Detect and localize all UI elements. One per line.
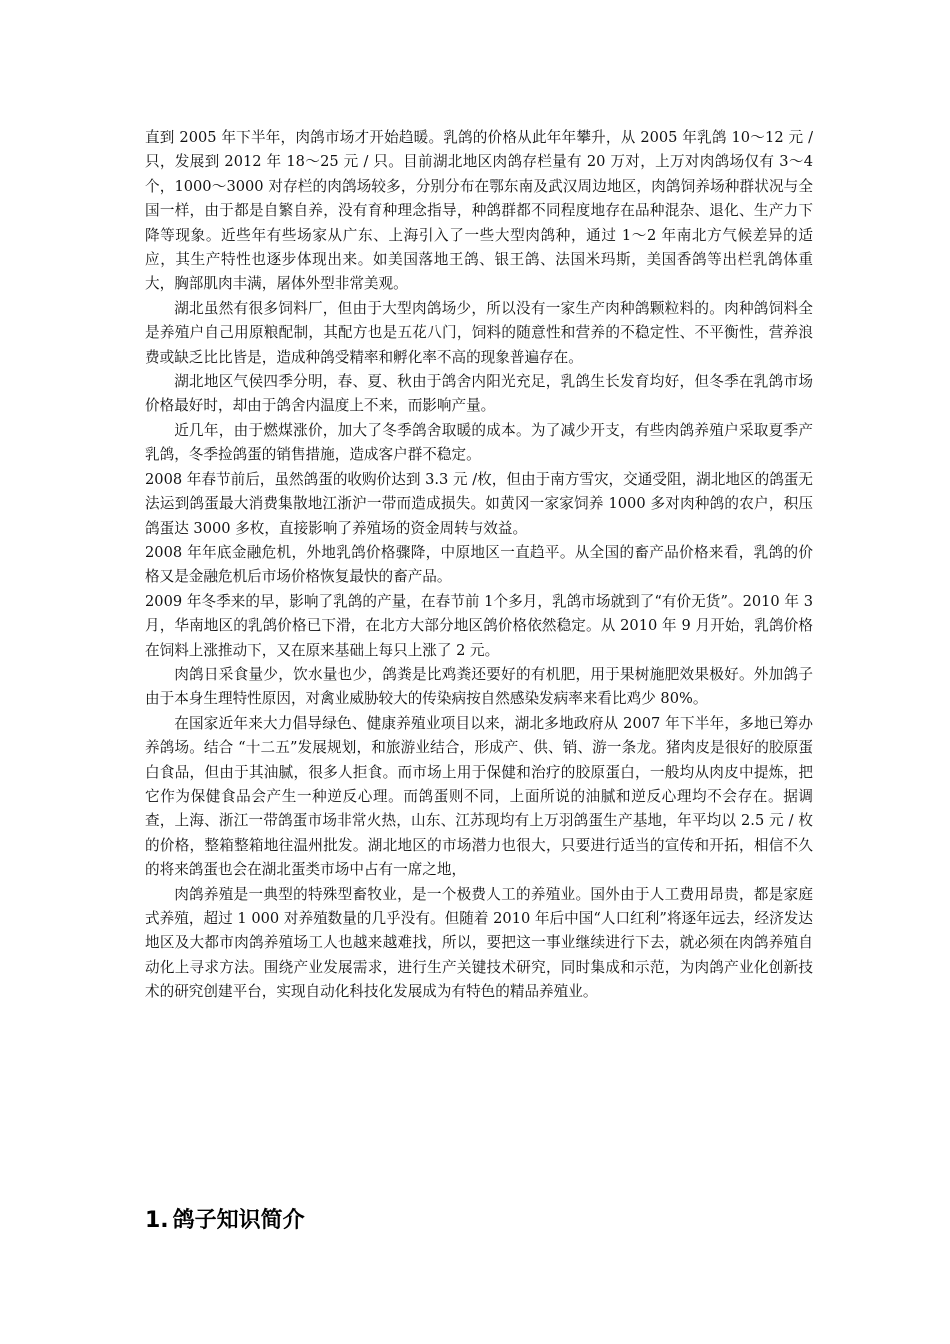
paragraph-1: 直到 2005 年下半年，肉鸽市场才开始趋暖。乳鸽的价格从此年年攀升，从 2005 年乳鸽 10～12 元 / 只，发展到 2012 年 18～25 元 / 只。目前湖北地区肉鸽存栏量有 20 万对，上万对肉鸽场仅有 3～4 个，1000～3000 对存栏的肉鸽场较多，分别分布在鄂东南及武汉周边地区，肉鸽饲养场种群状况与全国一样，由于都是自繁自养，没有育种理念指导，种鸽群都不同程度地存在品种混杂、退化、生产力下降等现象。近些年有些场家从广东、上海引入了一些大型肉鸽种，通过 1～2 年南北方气候差异的适应，其生产特性也逐步体现出来。如美国落地王鸽、银王鸽、法国米玛斯，美国香鸽等出栏乳鸽体重大，胸部肌肉丰满，屠体外型非常美观。 — [145, 129, 813, 293]
paragraph-2: 湖北虽然有很多饲料厂，但由于大型肉鸽场少，所以没有一家生产肉种鸽颗粒料的。肉种鸽饲料全是养殖户自己用原粮配制，其配方也是五花八门，饲料的随意性和营养的不稳定性、不平衡性，营养浪费或缺乏比比皆是，造成种鸽受精率和孵化率不高的现象普遍存在。 — [145, 299, 813, 366]
paragraph-6: 2008 年年底金融危机，外地乳鸽价格骤降，中原地区一直趋平。从全国的畜产品价格来看，乳鸽的价格又是金融危机后市场价格恢复最快的畜产品。 — [145, 543, 813, 586]
section-number: 1. — [145, 1208, 169, 1233]
document-body — [145, 126, 813, 1005]
paragraph-3: 湖北地区气侯四季分明，春、夏、秋由于鸽舍内阳光充足，乳鸽生长发育均好，但冬季在乳鸽市场价格最好时，却由于鸽舍内温度上不来，而影响产量。 — [145, 373, 813, 415]
section-title: 鸽子知识简介 — [172, 1208, 305, 1233]
paragraph-8: 肉鸽日采食量少，饮水量也少，鸽粪是比鸡粪还要好的有机肥，用于果树施肥效果极好。外加鸽子由于本身生理特性原因，对禽业威胁较大的传染病按自然感染发病率来看比鸡少 80%。 — [145, 665, 813, 708]
paragraph-10: 肉鸽养殖是一典型的特殊型畜牧业，是一个极费人工的养殖业。国外由于人工费用昂贵，都是家庭式养殖，超过 1 000 对养殖数量的几乎没有。但随着 2010 年后中国“人口红利”将逐年远去，经济发达地区及大都市肉鸽养殖场工人也越来越难找，所以，要把这一事业继续进行下去，就必须在肉鸽养殖自动化上寻求方法。围绕产业发展需求，进行生产关键技术研究，同时集成和示范，为肉鸽产业化创新技术的研究创建平台，实现自动化科技化发展成为有特色的精品养殖业。 — [145, 885, 813, 1001]
paragraph-7: 2009 年冬季来的早，影响了乳鸽的产量，在春节前 1个多月，乳鸽市场就到了“有价无货”。2010 年 3 月，华南地区的乳鸽价格已下滑，在北方大部分地区鸽价格依然稳定。从 2010 年 9 月开始，乳鸽价格在饲料上涨推动下，又在原来基础上每只上涨了 2 元。 — [145, 592, 813, 659]
paragraph-4: 近几年，由于燃煤涨价，加大了冬季鸽舍取暖的成本。为了减少开支，有些肉鸽养殖户采取夏季产乳鸽，冬季捡鸽蛋的销售措施，造成客户群不稳定。 — [145, 421, 813, 464]
paragraph-9: 在国家近年来大力倡导绿色、健康养殖业项目以来，湖北多地政府从 2007 年下半年，多地已筹办养鸽场。结合 “十二五”发展规划，和旅游业结合，形成产、供、销、游一条龙。猪肉皮是很好的胶原蛋白食品，但由于其油腻，很多人拒食。而市场上用于保健和治疗的胶原蛋白，一般均从肉皮中提炼，把它作为保健食品会产生一种逆反心理。而鸽蛋则不同，上面所说的油腻和逆反心理均不会存在。据调查，上海、浙江一带鸽蛋市场非常火热，山东、江苏现均有上万羽鸽蛋生产基地，年平均以 2.5 元 / 枚的价格，整箱整箱地往温州批发。湖北地区的市场潜力也很大，只要进行适当的宣传和开拓，相信不久的将来鸽蛋也会在湖北蛋类市场中占有一席之地， — [145, 714, 813, 879]
section-heading — [145, 1206, 305, 1236]
paragraph-5: 2008 年春节前后，虽然鸽蛋的收购价达到 3.3 元 /枚，但由于南方雪灾，交通受阻，湖北地区的鸽蛋无法运到鸽蛋最大消费集散地江浙沪一带而造成损失。如黄冈一家家饲养 1000 多对肉种鸽的农户，积压鸽蛋达 3000 多枚，直接影响了养殖场的资金周转与效益。 — [145, 470, 813, 537]
